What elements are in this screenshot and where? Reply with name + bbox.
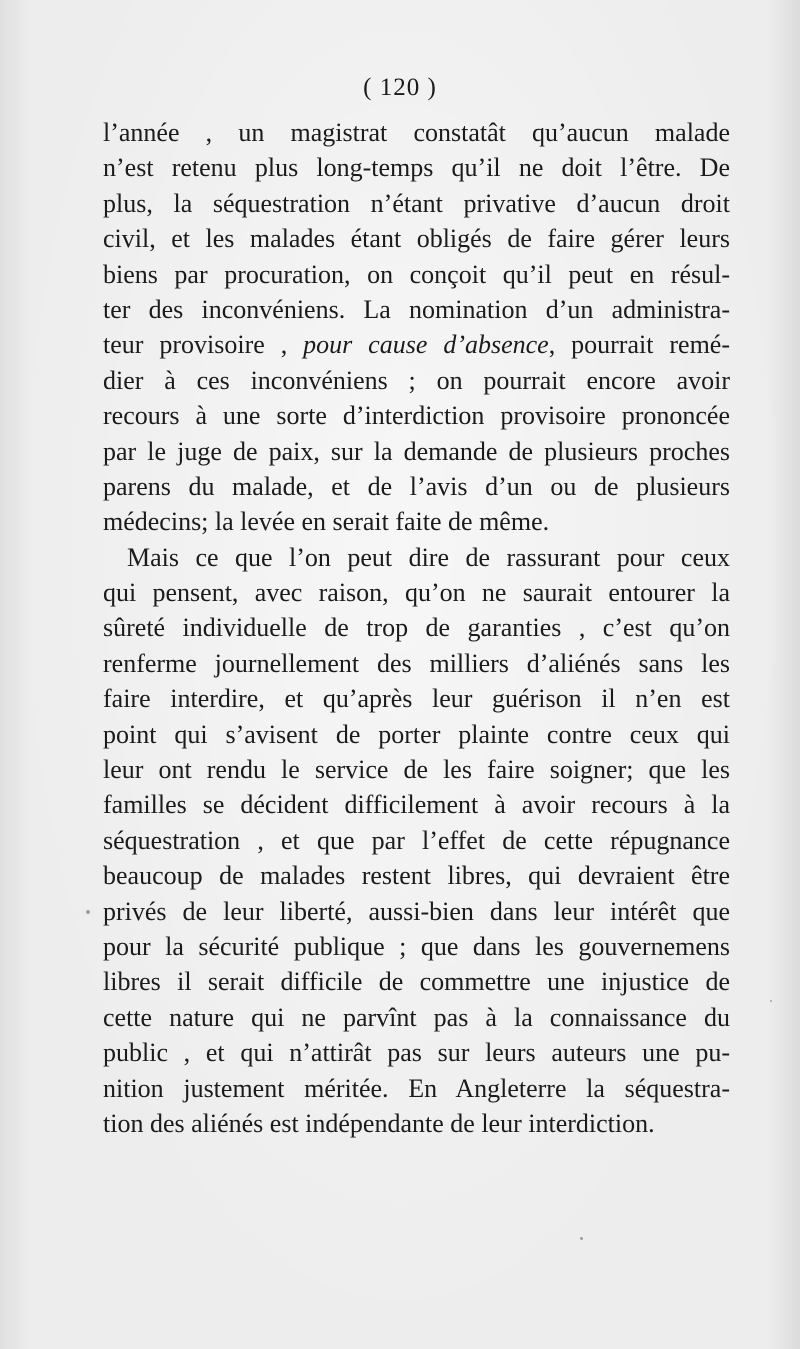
paper-speck xyxy=(580,1237,583,1240)
text-line: plus, la séquestration n’étant privative d’aucun droit xyxy=(103,188,730,218)
text-line: faire interdire, et qu’après leur guérison il n’en est xyxy=(103,684,730,714)
text-line: renferme journellement des milliers d’aliénés sans les xyxy=(103,648,730,678)
text-line: public , et qui n’attirât pas sur leurs auteurs une pu- xyxy=(103,1038,730,1068)
text-line: libres il serait difficile de commettre une injustice de xyxy=(103,967,730,997)
paragraph-start-line: Mais ce que l’on peut dire de rassurant pour ceux xyxy=(127,542,730,572)
text-line: ter des inconvéniens. La nomination d’un administra- xyxy=(103,294,730,324)
paper-speck xyxy=(770,1000,772,1002)
line-before-italic: teur provisoire , xyxy=(103,330,304,360)
text-line: recours à une sorte d’interdiction provisoire prononcée xyxy=(103,401,730,431)
italic-phrase: pour cause d’absence xyxy=(303,330,549,360)
text-line: point qui s’avisent de porter plainte contre ceux qui xyxy=(103,719,730,749)
body-text xyxy=(103,115,730,1141)
paper-speck xyxy=(86,910,90,914)
text-line: parens du malade, et de l’avis d’un ou de plusieurs xyxy=(103,471,730,501)
paragraph-end-line: médecins; la levée en serait faite de même. xyxy=(103,507,550,537)
text-line: nition justement méritée. En Angleterre la séquestra- xyxy=(103,1073,730,1103)
text-line: familles se décident difficilement à avoir recours à la xyxy=(103,790,730,820)
text-line: séquestration , et que par l’effet de cette répugnance xyxy=(103,825,730,855)
text-line: dier à ces inconvéniens ; on pourrait encore avoir xyxy=(103,365,730,395)
text-line: pour la sécurité publique ; que dans les gouvernemens xyxy=(103,931,730,961)
text-line: cette nature qui ne parvînt pas à la connaissance du xyxy=(103,1002,730,1032)
text-line: l’année , un magistrat constatât qu’aucun malade xyxy=(103,118,730,147)
text-line: sûreté individuelle de trop de garanties , c’est qu’on xyxy=(103,613,730,643)
text-line: privés de leur liberté, aussi-bien dans leur intérêt que xyxy=(103,896,730,926)
line-after-italic: , pourrait remé- xyxy=(548,330,730,360)
text-line: n’est retenu plus long-temps qu’il ne doit l’être. De xyxy=(103,153,730,183)
text-line: qui pensent, avec raison, qu’on ne saurait entourer la xyxy=(103,578,730,608)
text-line-with-italic xyxy=(103,327,730,362)
text-line: civil, et les malades étant obligés de faire gérer leurs xyxy=(103,224,730,254)
text-line: par le juge de paix, sur la demande de plusieurs proches xyxy=(103,436,730,466)
text-line: leur ont rendu le service de les faire soigner; que les xyxy=(103,755,730,785)
text-line: beaucoup de malades restent libres, qui devraient être xyxy=(103,861,730,891)
text-line: biens par procuration, on conçoit qu’il peut en résul- xyxy=(103,259,730,289)
text-line: tion des aliénés est indépendante de leur interdiction. xyxy=(103,1108,655,1138)
page-number: ( 120 ) xyxy=(363,74,437,101)
